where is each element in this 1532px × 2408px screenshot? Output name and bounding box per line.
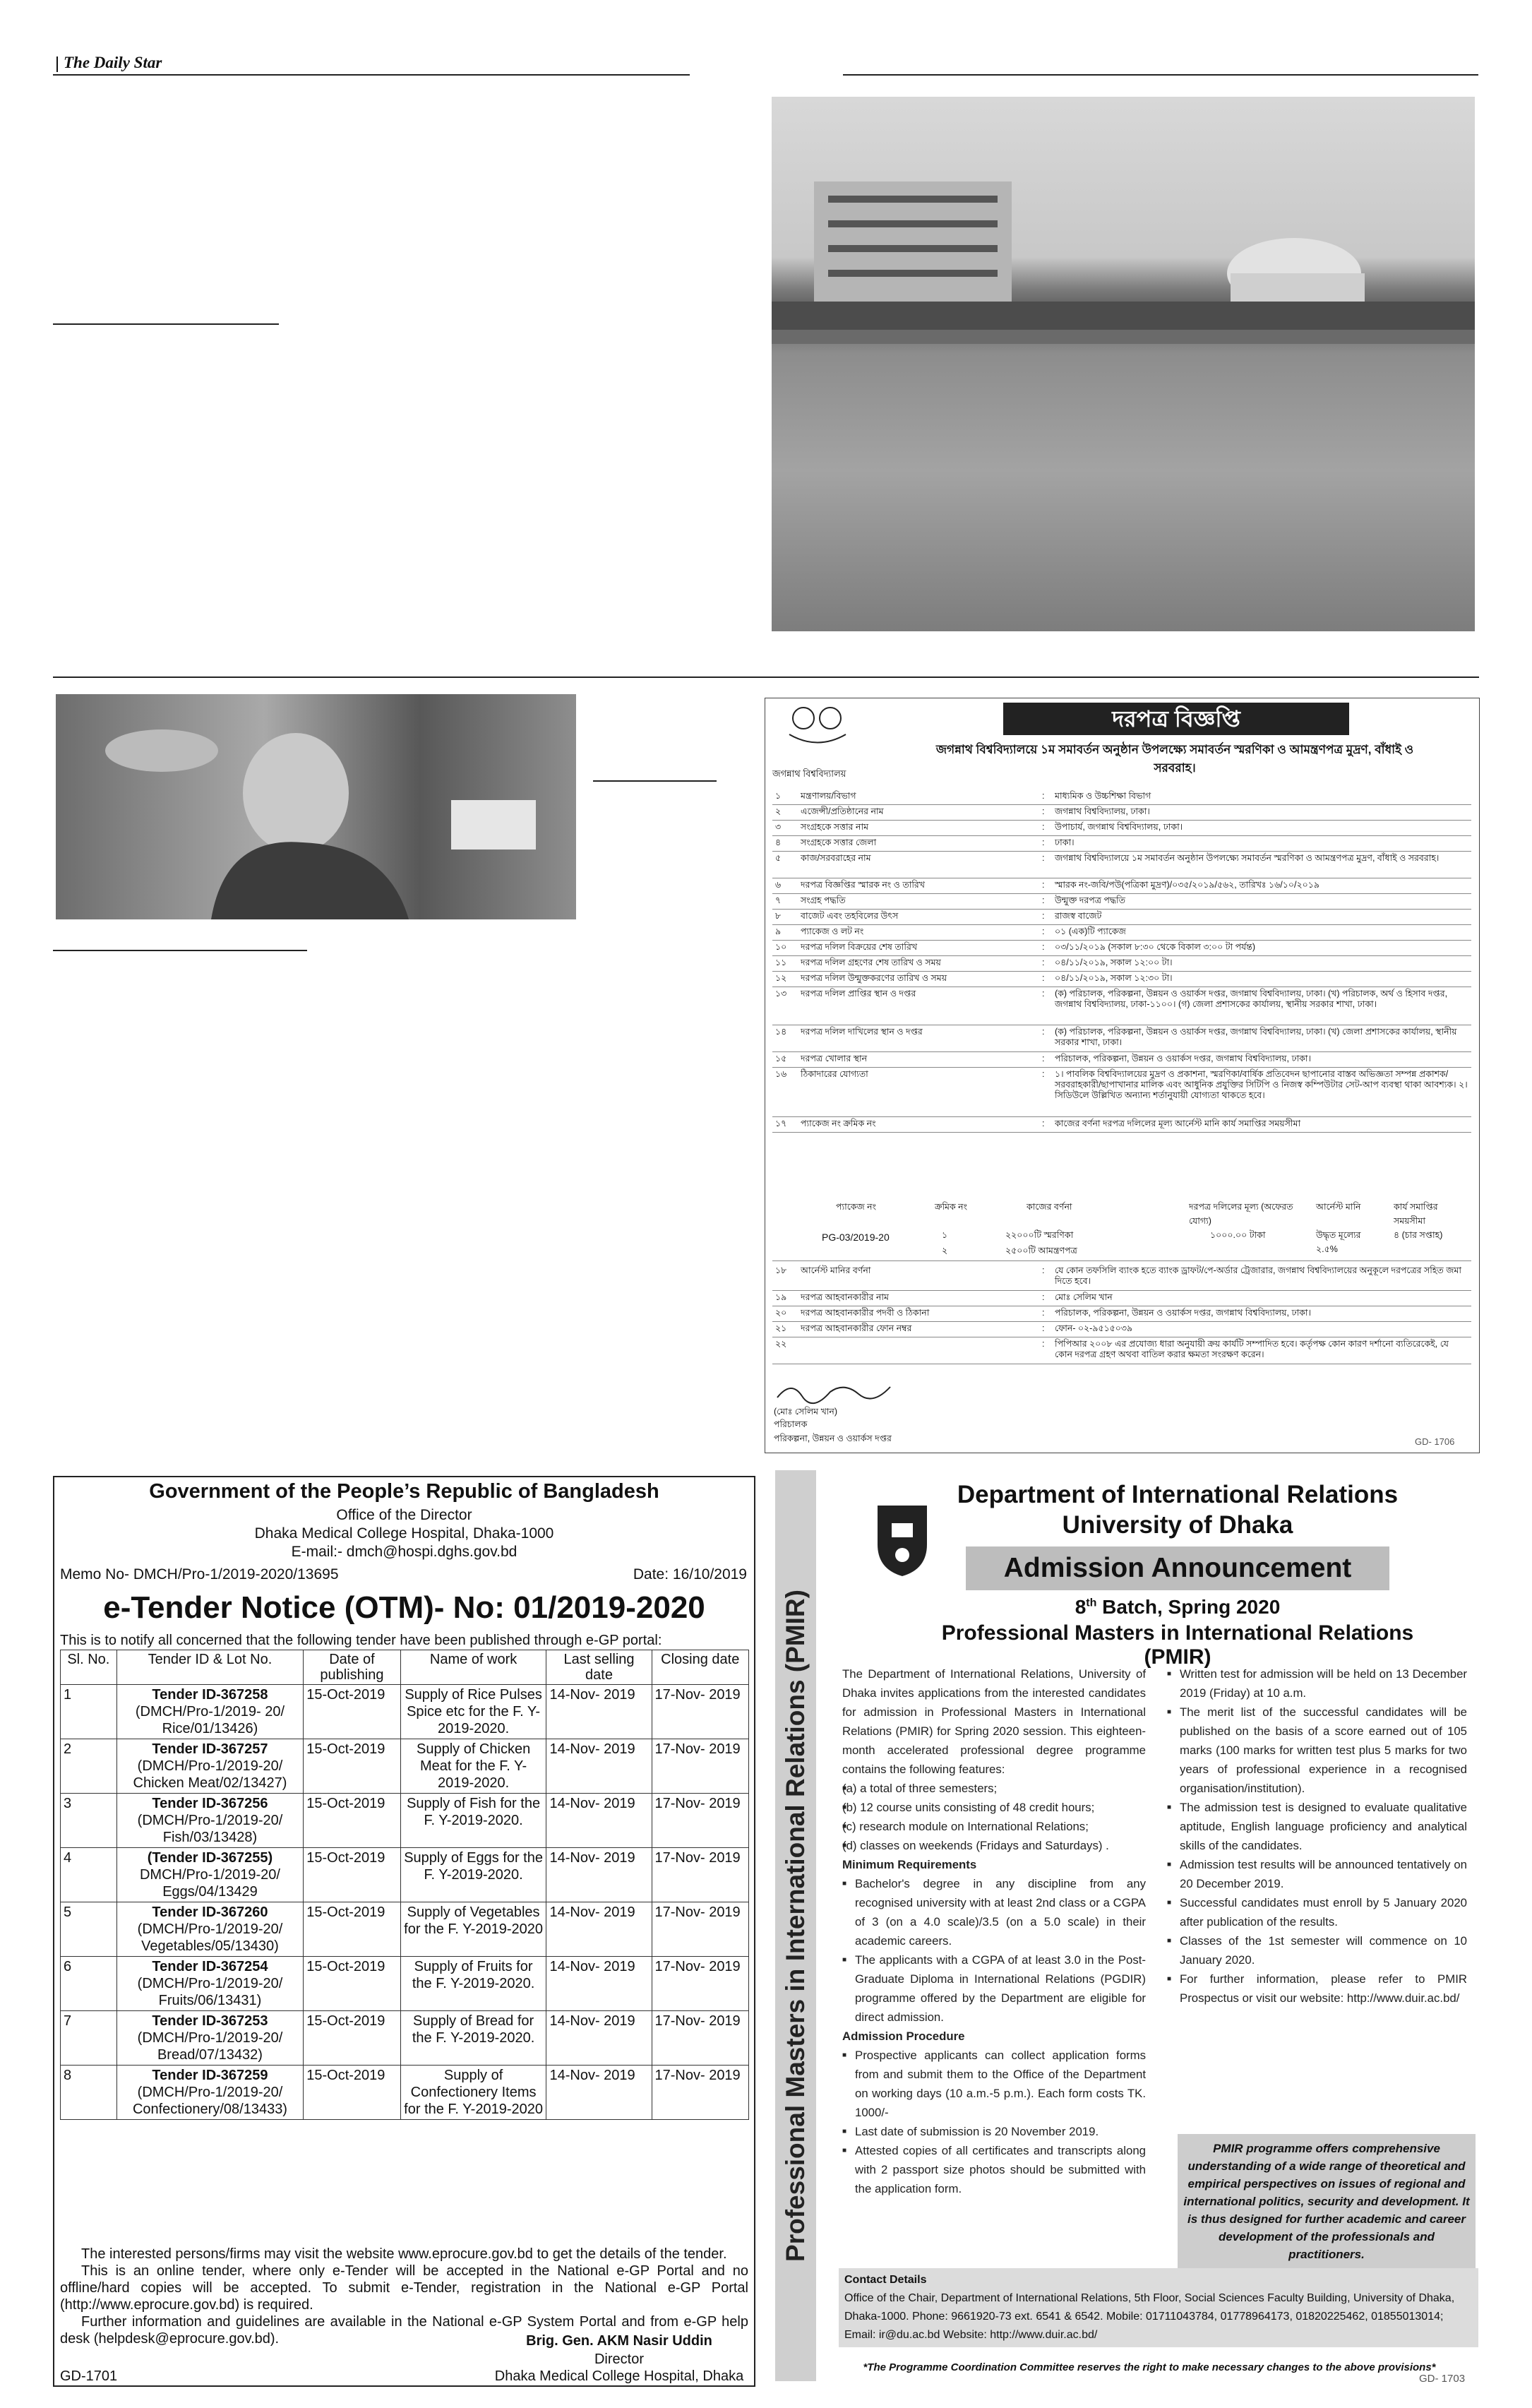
pkg-head-time: কার্য সমাপ্তির সময়সীমা — [1394, 1202, 1438, 1226]
row-key: দরপত্র দলিল উন্মুক্তকরণের তারিখ ও সময় — [801, 973, 947, 983]
work-name: Supply of Rice Pulses Spice etc for the F. Y-2019-2020. — [400, 1685, 546, 1739]
pkg-head-desc: কাজের বর্ণনা — [1027, 1202, 1072, 1212]
footer-online: This is an online tender, where only e-Tender will be accepted in the National e-GP Portal and no offline/hard copies will be accepted. To submit e-Tender, registration in the National e-GP Portal (http://www.eprocure.gov.bd) is required. — [60, 2263, 748, 2313]
row-value: ০৪/১১/২০১৯, সকাল ১২:৩০ টা। — [1055, 973, 1173, 983]
row-key: মন্ত্রণালয়/বিভাগ — [801, 791, 856, 801]
memo-no: Memo No- DMCH/Pro-1/2019-2020/13695 — [60, 1566, 339, 1583]
notice-row — [772, 1051, 1471, 1068]
contact-block — [839, 2268, 1478, 2347]
schedule-item: ■ Admission test results will be announced tentatively on 20 December 2019. — [1167, 1855, 1467, 1893]
row-value: পরিচালক, পরিকল্পনা, উন্নয়ন ও ওয়ার্কস দপ্তর, জগন্নাথ বিশ্ববিদ্যালয়, ঢাকা। — [1055, 1308, 1312, 1318]
tender-sl: 1 — [61, 1685, 117, 1739]
signer-name: Brig. Gen. AKM Nasir Uddin — [526, 2333, 712, 2349]
tender-sl: 4 — [61, 1848, 117, 1902]
col-date: Date of publishing — [304, 1650, 400, 1685]
signature-mark — [774, 1376, 894, 1405]
requirements-list — [842, 1874, 1146, 2027]
closing-date: 17-Nov- 2019 — [652, 1902, 749, 1957]
publish-date: 15-Oct-2019 — [304, 1739, 400, 1794]
row-colon: : — [1042, 1323, 1045, 1333]
hospital-line: Dhaka Medical College Hospital, Dhaka-1000 — [254, 1525, 554, 1542]
pkg-time: ৪ (চার সপ্তাহ) — [1394, 1230, 1443, 1240]
tender-lot: (DMCH/Pro-1/2019- 20/ Rice/01/13426) — [135, 1704, 285, 1736]
tender-id-label: Tender ID-367254 — [152, 1959, 268, 1974]
pkg-no: PG-03/2019-20 — [822, 1232, 890, 1243]
work-name: Supply of Confectionery Items for the F. Y-2019-2020 — [400, 2066, 546, 2120]
row-key: এজেন্সী/প্রতিষ্ঠানের নাম — [801, 806, 884, 816]
row-number: ১৫ — [775, 1054, 787, 1063]
pkg-row1-desc: ২২০০০টি স্মরণিকা — [1005, 1230, 1074, 1240]
univ-name: University of Dhaka — [1062, 1511, 1293, 1539]
row-value: ঢাকা। — [1055, 838, 1075, 847]
schedule-item: ■ Successful candidates must enroll by 5 January 2020 after publication of the results. — [1167, 1893, 1467, 1931]
row-value: জগন্নাথ বিশ্ববিদ্যালয়, ঢাকা। — [1055, 806, 1150, 816]
bengali-tender-notice — [765, 698, 1480, 1453]
procedure-heading: Admission Procedure — [842, 2029, 965, 2043]
tender-id — [116, 2011, 304, 2066]
requirement-item: ■ Bachelor's degree in any discipline from any recognised university with at least 2nd class or a CGPA of 3 (on a 4.0 scale)/3.5 (on a 5.0 scale) in their academic careers. — [842, 1874, 1146, 1950]
requirement-item: ■ The applicants with a CGPA of at least 3.0 in the Post-Graduate Diploma in International Relations (PGDIR) programme offered by the Department are eligible for direct admission. — [842, 1950, 1146, 2027]
row-number: ১৩ — [775, 989, 787, 999]
row-colon: : — [1042, 1339, 1045, 1349]
closing-date: 17-Nov- 2019 — [652, 1685, 749, 1739]
publish-date: 15-Oct-2019 — [304, 1957, 400, 2011]
tender-lot: (DMCH/Pro-1/2019-20/ Chicken Meat/02/13427) — [133, 1758, 287, 1791]
pmir-side-banner — [775, 1470, 816, 2381]
work-name: Supply of Fruits for the F. Y-2019-2020. — [400, 1957, 546, 2011]
flood-scene — [772, 97, 1475, 631]
pmir-advertisement — [775, 1470, 1481, 2392]
dept-name: Department of International Relations — [957, 1481, 1399, 1508]
row-key: প্যাকেজ ও লট নং — [801, 926, 864, 936]
row-colon: : — [1042, 926, 1045, 936]
tender-footer — [60, 2246, 748, 2347]
min-req-heading: Minimum Requirements — [842, 1858, 977, 1871]
row-value: রাজস্ব বাজেট — [1055, 911, 1102, 921]
row-number: ১৪ — [775, 1027, 787, 1037]
tender-id-label: Tender ID-367257 — [152, 1741, 268, 1757]
row-value: যে কোন তফসিলি ব্যাংক হতে ব্যাংক ড্রাফট/পে-অর্ডার ট্রেজারার, জগন্নাথ বিশ্ববিদ্যালয়ের অনুকূলে দরপত্রের সহিত জমা দিতে হবে। — [1055, 1265, 1461, 1286]
pmir-left-column — [842, 1664, 1146, 2198]
row-key: সংগ্রহকে সত্তার জেলা — [801, 838, 877, 847]
university-name: জগন্নাথ বিশ্ববিদ্যালয় — [772, 768, 846, 779]
section-rule — [53, 676, 1479, 678]
row-value: ফোন- ০২-৯৫১৫০৩৯ — [1055, 1323, 1133, 1333]
publish-date: 15-Oct-2019 — [304, 1902, 400, 1957]
schedule-item: ■ Classes of the 1st semester will commence on 10 January 2020. — [1167, 1931, 1467, 1969]
tender-row — [61, 1739, 749, 1794]
tender-id — [116, 1957, 304, 2011]
pkg-row2-sl: ২ — [942, 1246, 948, 1256]
tender-id-label: Tender ID-367258 — [152, 1687, 268, 1703]
tender-id — [116, 1902, 304, 1957]
row-key: দরপত্র দলিল বিক্রয়ের শেষ তারিখ — [801, 942, 918, 952]
email-line: E-mail:- dmch@hospi.dghs.gov.bd — [291, 1544, 517, 1560]
row-key: প্যাকেজ নং ক্রমিক নং — [801, 1119, 876, 1128]
work-name: Supply of Vegetables for the F. Y-2019-2020 — [400, 1902, 546, 1957]
tender-row — [61, 2066, 749, 2120]
work-name: Supply of Bread for the F. Y-2019-2020. — [400, 2011, 546, 2066]
pkg-head-sl: ক্রমিক নং — [935, 1202, 968, 1212]
row-key: বাজেট এবং তহবিলের উৎস — [801, 911, 899, 921]
row-number: ২ — [775, 806, 782, 816]
publish-date: 15-Oct-2019 — [304, 1848, 400, 1902]
signature-scribble-icon — [774, 1376, 894, 1405]
pmir-side-text: Professional Masters in International Relations (PMIR) — [781, 1590, 810, 2262]
publish-date: 15-Oct-2019 — [304, 1685, 400, 1739]
tender-row — [61, 1794, 749, 1848]
last-selling-date: 14-Nov- 2019 — [546, 1739, 652, 1794]
row-value: কাজের বর্ণনা দরপত্র দলিলের মূল্য আর্নেস্ট মানি কার্য সমাপ্তির সময়সীমা — [1055, 1119, 1301, 1128]
coordination-note: *The Programme Coordination Committee reserves the right to make necessary changes to the above provisions* — [863, 2361, 1436, 2373]
top-rule-left — [53, 74, 690, 76]
tender-id-label: Tender ID-367259 — [152, 2068, 268, 2083]
row-value: স্মারক নং-জবি/পউ(পত্রিকা মুদ্রণ)/০৩৫/২০১৯/৫৬২, তারিখঃ ১৬/১০/২০১৯ — [1055, 880, 1319, 890]
row-value: পিপিআর ২০০৮ এর প্রযোজ্য ধারা অনুযায়ী ক্রয় কার্যটি সম্পাদিত হবে। কর্তৃপক্ষ কোন কারণ দর্শানো ব্যতিরেকেই, যে কোন দরপত্র গ্রহণ অথবা বাতিল করার ক্ষমতা সংরক্ষণ করেন। — [1055, 1339, 1449, 1359]
closing-date: 17-Nov- 2019 — [652, 1957, 749, 2011]
row-key: দরপত্র আহবানকারীর ফোন নম্বর — [801, 1323, 912, 1333]
row-number: ১৭ — [775, 1119, 787, 1128]
closing-date: 17-Nov- 2019 — [652, 2011, 749, 2066]
feature-item: ■ (d) classes on weekends (Fridays and Saturdays) . — [842, 1836, 1146, 1855]
row-key: দরপত্র বিজ্ঞপ্তির স্মারক নং ও তারিখ — [801, 880, 925, 890]
pkg-money: উদ্ধৃত মূল্যের ২.৫% — [1316, 1230, 1361, 1254]
closing-date: 17-Nov- 2019 — [652, 1794, 749, 1848]
closing-date: 17-Nov- 2019 — [652, 1848, 749, 1902]
signer-title: Director — [594, 2352, 644, 2367]
notice-row — [772, 924, 1471, 941]
pmir-code: GD- 1703 — [1419, 2373, 1466, 2385]
batch-number: 8 — [1075, 1596, 1087, 1618]
row-value: মোঃ সেলিম খান — [1055, 1292, 1113, 1302]
tender-id — [116, 1794, 304, 1848]
pkg-head-no: প্যাকেজ নং — [836, 1202, 877, 1212]
col-sl: Sl. No. — [61, 1650, 117, 1685]
row-number: ৮ — [775, 911, 782, 921]
tender-sl: 8 — [61, 2066, 117, 2120]
tender-sl: 3 — [61, 1794, 117, 1848]
row-number: ৩ — [775, 822, 782, 832]
notice-row — [772, 987, 1471, 1025]
feature-item: ■ (b) 12 course units consisting of 48 credit hours; — [842, 1798, 1146, 1817]
row-colon: : — [1042, 1119, 1045, 1128]
notice-row — [772, 789, 1471, 805]
tender-sl: 7 — [61, 2011, 117, 2066]
tender-row — [61, 1848, 749, 1902]
notice-row — [772, 1067, 1471, 1117]
work-name: Supply of Fish for the F. Y-2019-2020. — [400, 1794, 546, 1848]
row-colon: : — [1042, 822, 1045, 832]
row-colon: : — [1042, 942, 1045, 952]
procedure-item: ■ Attested copies of all certificates and transcripts along with 2 passport size photos should be submitted with the application form. — [842, 2141, 1146, 2198]
feature-item: ■ (a) a total of three semesters; — [842, 1779, 1146, 1798]
pkg-row1-sl: ১ — [942, 1230, 948, 1240]
row-number: ১০ — [775, 942, 787, 952]
procedure-item: ■ Last date of submission is 20 November 2019. — [842, 2122, 1146, 2141]
row-value: ১। পাবলিক বিশ্ববিদ্যালয়ের মুদ্রণ ও প্রকাশনা, স্মরণিকা/বার্ষিক প্রতিবেদন ছাপানোর বাস্তব অভিজ্ঞতা সম্পন্ন প্রকাশক/সরবরাহকারী/ছাপাখানার মালিক এবং আধুনিক প্রযুক্তির সিটিপি ও নিজস্ব কম্পিউটার সেট-আপ ব্যবস্থা থাকা আবশ্যক। ২। সিডিউলে উল্লিখিত অন্যান্য শর্তানুযায়ী যোগ্যতা থাকতে হবে। — [1055, 1069, 1468, 1100]
notice-row — [772, 835, 1471, 852]
signer-name: (মোঃ সেলিম খান) — [774, 1407, 838, 1417]
tender-id — [116, 1848, 304, 1902]
pkg-price: ১০০০.০০ টাকা — [1210, 1230, 1266, 1240]
row-number: ১৮ — [775, 1265, 787, 1275]
notice-row — [772, 1337, 1471, 1364]
notice-row — [772, 909, 1471, 925]
row-colon: : — [1042, 911, 1045, 921]
last-selling-date: 14-Nov- 2019 — [546, 1957, 652, 2011]
notice-row — [772, 1263, 1471, 1291]
notice-row — [772, 1116, 1471, 1133]
row-colon: : — [1042, 1292, 1045, 1302]
row-key: কাজ/সরবরাহের নাম — [801, 853, 871, 863]
row-colon: : — [1042, 806, 1045, 816]
pmir-highlight-box: PMIR programme offers comprehensive understanding of a wide range of theoretical and empirical perspectives on issues of regional and international politics, security and development. It is thus designed for further academic and career development of the professionals and practitioners. — [1178, 2134, 1476, 2269]
tender-row — [61, 1685, 749, 1739]
office-line: Office of the Director — [336, 1507, 472, 1523]
notice-row — [772, 878, 1471, 894]
row-colon: : — [1042, 895, 1045, 905]
du-logo — [874, 1502, 930, 1580]
row-number: ৫ — [775, 853, 782, 863]
tender-lot: (DMCH/Pro-1/2019-20/ Vegetables/05/13430) — [137, 1921, 283, 1954]
patient-scene — [56, 694, 576, 919]
row-colon: : — [1042, 853, 1045, 863]
masthead: The Daily Star — [56, 54, 162, 72]
row-value: ০৪/১১/২০১৯, সকাল ১২:০০ টা। — [1055, 958, 1173, 967]
row-colon: : — [1042, 1265, 1045, 1275]
pkg-head-money: আর্নেস্ট মানি — [1316, 1202, 1361, 1212]
row-number: ৪ — [775, 838, 782, 847]
tender-id-label: Tender ID-367253 — [152, 2013, 268, 2029]
row-number: ২২ — [775, 1339, 787, 1349]
notice-row — [772, 955, 1471, 972]
tender-table — [60, 1650, 749, 2120]
row-key: দরপত্র আহবানকারীর নাম — [801, 1292, 889, 1302]
schedule-list — [1167, 1664, 1467, 2008]
tender-row — [61, 1957, 749, 2011]
signer-office: পরিকল্পনা, উন্নয়ন ও ওয়ার্কস দপ্তর — [774, 1434, 892, 1443]
footer-visit: The interested persons/firms may visit the website www.eprocure.gov.bd to get the details of the tender. — [81, 2246, 727, 2262]
tender-id-label: Tender ID-367260 — [152, 1905, 268, 1920]
row-value: জগন্নাথ বিশ্ববিদ্যালয়ে ১ম সমাবর্তন অনুষ্ঠান উপলক্ষ্যে সমাবর্তন স্মরণিকা ও আমন্ত্রণপত্র মুদ্রণ, বাঁধাই ও সরবরাহ। — [1055, 853, 1440, 863]
row-colon: : — [1042, 958, 1045, 967]
tender-intro: This is to notify all concerned that the following tender have been published through e-GP portal: — [60, 1633, 662, 1648]
program-name: Professional Masters in International Relations (PMIR) — [941, 1621, 1414, 1669]
admission-banner: Admission Announcement — [966, 1546, 1389, 1590]
notice-row — [772, 1025, 1471, 1052]
row-number: ১২ — [775, 973, 787, 983]
contact-text: Office of the Chair, Department of International Relations, 5th Floor, Social Sciences Faculty Building, University of Dhaka, Dhaka-1000. Phone: 9661920-73 ext. 6541 & 6542. Mobile: 01711043784, 01778964173, 01820225462, 01855013014; Email: ir@du.ac.bd Website: http://www.duir.ac.bd/ — [844, 2292, 1455, 2341]
last-selling-date: 14-Nov- 2019 — [546, 1902, 652, 1957]
row-colon: : — [1042, 1069, 1045, 1079]
tender-lot: (DMCH/Pro-1/2019-20/ Fruits/06/13431) — [137, 1976, 283, 2008]
patient-photo — [56, 694, 576, 919]
row-value: উপাচার্য, জগন্নাথ বিশ্ববিদ্যালয়, ঢাকা। — [1055, 822, 1183, 832]
row-value: (ক) পরিচালক, পরিকল্পনা, উন্নয়ন ও ওয়ার্কস দপ্তর, জগন্নাথ বিশ্ববিদ্যালয়, ঢাকা। (খ) জেলা প্রশাসকের কার্যালয়, স্থানীয় সরকার শাখা, ঢাকা। — [1055, 1027, 1457, 1047]
row-value: মাধ্যমিক ও উচ্চশিক্ষা বিভাগ — [1055, 791, 1151, 801]
signer-title: পরিচালক — [774, 1419, 808, 1429]
notice-title: জগন্নাথ বিশ্ববিদ্যালয়ে ১ম সমাবর্তন অনুষ্ঠান উপলক্ষ্যে সমাবর্তন স্মরণিকা ও আমন্ত্রণপত্র মুদ্রণ, বাঁধাই ও সরবরাহ। — [935, 743, 1414, 775]
schedule-item: ■ Written test for admission will be held on 13 December 2019 (Friday) at 10 a.m. — [1167, 1664, 1467, 1703]
notice-row — [772, 971, 1471, 987]
last-selling-date: 14-Nov- 2019 — [546, 1685, 652, 1739]
notice-header: দরপত্র বিজ্ঞপ্তি — [1003, 703, 1349, 735]
feature-item: ■ (c) research module on International Relations; — [842, 1817, 1146, 1836]
last-selling-date: 14-Nov- 2019 — [546, 2011, 652, 2066]
pmir-right-column — [1167, 1664, 1467, 2008]
schedule-item: ■ For further information, please refer to PMIR Prospectus or visit our website: http://www.duir.ac.bd/ — [1167, 1969, 1467, 2008]
row-colon: : — [1042, 1308, 1045, 1318]
row-key: সংগ্রহ পদ্ধতি — [801, 895, 846, 905]
row-colon: : — [1042, 880, 1045, 890]
tender-row — [61, 1902, 749, 1957]
col-work: Name of work — [400, 1650, 546, 1685]
procedure-item: ■ Prospective applicants can collect application forms from and submit them to the Office of the Department on working days (10 a.m.-5 p.m.). Each form costs TK. 1000/- — [842, 2046, 1146, 2122]
flood-photo — [772, 97, 1475, 631]
govt-heading: Government of the People’s Republic of Bangladesh — [149, 1480, 659, 1503]
row-colon: : — [1042, 989, 1045, 999]
features-list — [842, 1779, 1146, 1855]
publish-date: 15-Oct-2019 — [304, 2066, 400, 2120]
tender-sl: 5 — [61, 1902, 117, 1957]
closing-date: 17-Nov- 2019 — [652, 2066, 749, 2120]
publish-date: 15-Oct-2019 — [304, 1794, 400, 1848]
notice-code: GD- 1706 — [1415, 1436, 1455, 1447]
last-selling-date: 14-Nov- 2019 — [546, 1848, 652, 1902]
row-colon: : — [1042, 791, 1045, 801]
tender-id — [116, 1685, 304, 1739]
tender-lot: (DMCH/Pro-1/2019-20/ Fish/03/13428) — [137, 1813, 283, 1845]
row-number: ৯ — [775, 926, 782, 936]
footer-helpdesk: Further information and guidelines are available in the National e-GP System Portal and from e-GP help desk (helpdesk@eprocure.gov.bd). — [60, 2314, 748, 2347]
university-crest-icon — [874, 1502, 930, 1580]
tender-code: GD-1701 — [60, 2368, 118, 2384]
batch-text: Batch, Spring 2020 — [1096, 1596, 1281, 1618]
contact-heading: Contact Details — [844, 2274, 927, 2286]
row-number: ১৯ — [775, 1292, 787, 1302]
batch-suffix: th — [1086, 1597, 1097, 1609]
schedule-item: ■ The merit list of the successful candidates will be published on the basis of a score earned out of 105 marks (100 marks for written test plus 5 marks for two years of professional experience in a recognised organisation/institution). — [1167, 1703, 1467, 1798]
jnu-emblem-icon — [775, 703, 860, 752]
row-key: দরপত্র দলিল গ্রহণের শেষ তারিখ ও সময় — [801, 958, 941, 967]
row-key: দরপত্র খোলার স্থান — [801, 1054, 868, 1063]
row-key: দরপত্র দলিল দাখিলের স্থান ও দপ্তর — [801, 1027, 923, 1037]
row-key: দরপত্র আহবানকারীর পদবী ও ঠিকানা — [801, 1308, 930, 1318]
last-selling-date: 14-Nov- 2019 — [546, 1794, 652, 1848]
pkg-row2-desc: ২৫০০টি আমন্ত্রণপত্র — [1005, 1246, 1077, 1256]
tender-title: e-Tender Notice (OTM)- No: 01/2019-2020 — [103, 1590, 705, 1625]
tender-row — [61, 2011, 749, 2066]
column-rule — [593, 780, 717, 782]
row-key: সংগ্রহকে সত্তার নাম — [801, 822, 869, 832]
last-selling-date: 14-Nov- 2019 — [546, 2066, 652, 2120]
row-colon: : — [1042, 838, 1045, 847]
notice-row — [772, 1321, 1471, 1337]
row-colon: : — [1042, 973, 1045, 983]
tender-sl: 6 — [61, 1957, 117, 2011]
notice-row — [772, 804, 1471, 821]
work-name: Supply of Eggs for the F. Y-2019-2020. — [400, 1848, 546, 1902]
row-number: ৭ — [775, 895, 782, 905]
row-number: ১ — [775, 791, 782, 801]
row-colon: : — [1042, 1027, 1045, 1037]
notice-row — [772, 893, 1471, 910]
row-number: ২০ — [775, 1308, 787, 1318]
batch-line — [930, 1596, 1425, 1619]
pmir-intro: The Department of International Relations, University of Dhaka invites applications from the interested candidates for admission in Professional Masters in International Relations (PMIR) for Spring 2020 session. This eighteen-month accelerated professional degree programme contains the following features: — [842, 1667, 1146, 1776]
tender-lot: DMCH/Pro-1/2019-20/ Eggs/04/13429 — [139, 1867, 280, 1900]
tender-lot: (DMCH/Pro-1/2019-20/ Bread/07/13432) — [137, 2030, 283, 2063]
row-value: উন্মুক্ত দরপত্র পদ্ধতি — [1055, 895, 1126, 905]
column-rule — [53, 950, 307, 951]
memo-date: Date: 16/10/2019 — [633, 1566, 747, 1583]
notice-row — [772, 1306, 1471, 1322]
row-number: ২১ — [775, 1323, 787, 1333]
pkg-head-price: দরপত্র দলিলের মূল্য (অফেরত যোগ্য) — [1189, 1202, 1293, 1226]
row-number: ৬ — [775, 880, 782, 890]
tender-lot: (DMCH/Pro-1/2019-20/ Confectionery/08/13433) — [132, 2085, 287, 2117]
col-tender-id: Tender ID & Lot No. — [116, 1650, 304, 1685]
row-value: (ক) পরিচালক, পরিকল্পনা, উন্নয়ন ও ওয়ার্কস দপ্তর, জগন্নাথ বিশ্ববিদ্যালয়, ঢাকা। (খ) পরিচালক, অর্থ ও হিসাব দপ্তর, জগন্নাথ বিশ্ববিদ্যালয়, ঢাকা-১১০০। (গ) জেলা প্রশাসকের কার্যালয়, স্থানীয় সরকার শাখা, ঢাকা। — [1055, 989, 1448, 1009]
e-tender-notice — [53, 1476, 755, 2387]
row-key: দরপত্র দলিল প্রাপ্তির স্থান ও দপ্তর — [801, 989, 916, 999]
row-colon: : — [1042, 1054, 1045, 1063]
notice-row — [772, 1290, 1471, 1306]
notice-row — [772, 820, 1471, 836]
university-logo — [775, 703, 860, 752]
row-key: ঠিকাদারের যোগ্যতা — [801, 1069, 868, 1079]
tender-table-header — [61, 1650, 749, 1685]
row-value: পরিচালক, পরিকল্পনা, উন্নয়ন ও ওয়ার্কস দপ্তর, জগন্নাথ বিশ্ববিদ্যালয়, ঢাকা। — [1055, 1054, 1312, 1063]
tender-id — [116, 1739, 304, 1794]
col-closing: Closing date — [652, 1650, 749, 1685]
closing-date: 17-Nov- 2019 — [652, 1739, 749, 1794]
tender-id — [116, 2066, 304, 2120]
col-last-selling: Last selling date — [546, 1650, 652, 1685]
signer-org: Dhaka Medical College Hospital, Dhaka — [494, 2368, 744, 2384]
row-number: ১৬ — [775, 1069, 787, 1079]
row-value: ০৩/১১/২০১৯ (সকাল ৮:৩০ থেকে বিকাল ৩:০০ টা পর্যন্ত) — [1055, 942, 1256, 952]
schedule-item: ■ The admission test is designed to evaluate qualitative aptitude, English language proficiency and analytical skills of the candidates. — [1167, 1798, 1467, 1855]
notice-row — [772, 940, 1471, 956]
notice-row — [772, 851, 1471, 878]
column-rule — [53, 323, 279, 325]
tender-id-label: (Tender ID-367255) — [147, 1850, 273, 1866]
tender-sl: 2 — [61, 1739, 117, 1794]
pkg-bottom-rule — [772, 1260, 1471, 1261]
top-rule-right — [843, 74, 1478, 76]
publish-date: 15-Oct-2019 — [304, 2011, 400, 2066]
package-table — [772, 1200, 1471, 1262]
row-value: ০১ (এক)টি প্যাকেজ — [1055, 926, 1126, 936]
row-number: ১১ — [775, 958, 787, 967]
row-key: আর্নেস্ট মানির বর্ণনা — [801, 1265, 871, 1275]
work-name: Supply of Chicken Meat for the F. Y-2019-2020. — [400, 1739, 546, 1794]
tender-id-label: Tender ID-367256 — [152, 1796, 268, 1811]
procedure-list — [842, 2046, 1146, 2198]
